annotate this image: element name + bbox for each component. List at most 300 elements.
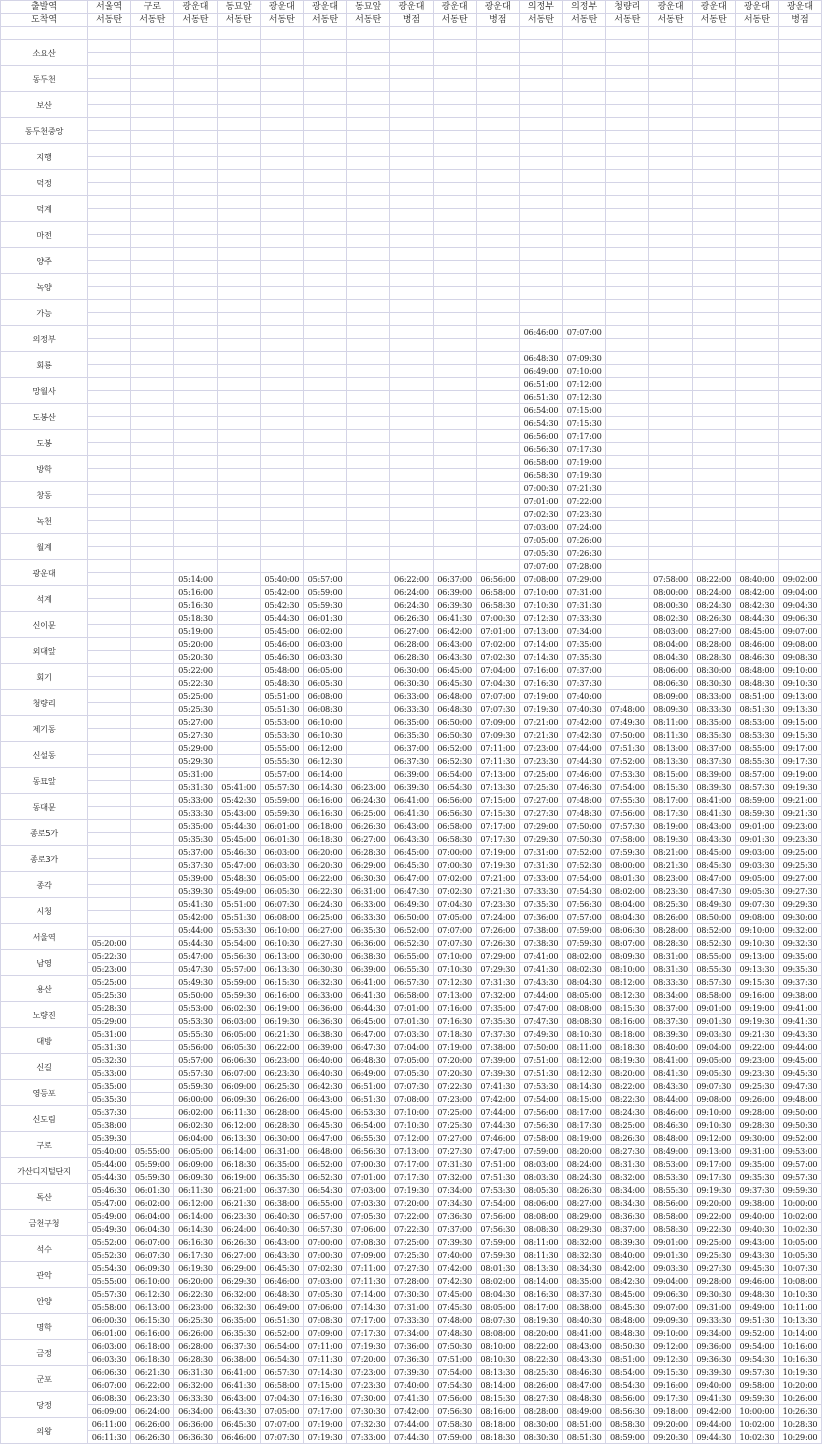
time-cell [606,677,649,690]
time-cell: 07:59:00 [476,1236,519,1249]
time-cell: 08:39:00 [692,768,735,781]
time-cell [88,248,131,261]
time-cell [260,534,303,547]
time-cell: 07:07:30 [433,937,476,950]
time-cell: 09:05:00 [735,872,778,885]
time-cell: 09:08:00 [779,638,822,651]
time-cell: 09:50:30 [779,1119,822,1132]
time-cell [390,261,433,274]
time-cell: 06:45:30 [217,1418,260,1431]
time-cell: 05:49:30 [88,1223,131,1236]
time-cell: 06:26:30 [131,1431,174,1444]
time-cell: 08:09:30 [649,703,692,716]
time-cell [88,872,131,885]
time-cell [519,131,562,144]
time-cell: 06:14:00 [303,768,346,781]
time-cell: 08:28:00 [692,638,735,651]
time-cell: 09:41:30 [779,1015,822,1028]
departure-station-header: 광운대 [433,1,476,14]
time-cell: 07:50:30 [563,833,606,846]
time-cell: 07:35:00 [476,1002,519,1015]
time-cell: 07:19:00 [476,846,519,859]
time-cell: 06:09:30 [174,1171,217,1184]
time-cell [131,820,174,833]
time-cell: 06:29:00 [347,859,390,872]
station-row [1,300,822,313]
time-cell: 07:30:00 [347,1392,390,1405]
time-cell: 08:28:00 [649,924,692,937]
time-cell: 07:39:30 [390,1366,433,1379]
time-cell [347,53,390,66]
time-cell [433,521,476,534]
time-cell [476,79,519,92]
time-cell: 07:31:30 [563,599,606,612]
time-cell: 07:11:30 [347,1275,390,1288]
time-cell [735,300,778,313]
station-name: 망월사 [1,378,88,404]
time-cell: 09:36:30 [692,1353,735,1366]
time-cell [606,300,649,313]
time-cell: 06:29:30 [217,1275,260,1288]
time-cell: 09:23:30 [735,1067,778,1080]
time-cell: 06:35:30 [390,729,433,742]
time-cell: 05:31:00 [174,768,217,781]
time-cell: 06:46:00 [519,326,562,339]
time-cell [347,703,390,716]
time-cell: 08:53:30 [735,729,778,742]
time-cell: 08:25:30 [519,1366,562,1379]
time-cell: 09:17:30 [649,1392,692,1405]
time-cell: 06:21:00 [217,1184,260,1197]
time-cell [433,235,476,248]
time-cell: 06:08:30 [88,1392,131,1405]
station-row [1,859,822,872]
time-cell [347,66,390,79]
time-cell: 07:42:00 [476,1093,519,1106]
time-cell: 08:08:00 [519,1210,562,1223]
time-cell [390,404,433,417]
time-cell: 05:29:00 [88,1015,131,1028]
time-cell [88,157,131,170]
time-cell [779,79,822,92]
time-cell: 05:55:00 [131,1145,174,1158]
station-row [1,1015,822,1028]
time-cell [131,872,174,885]
time-cell: 08:47:00 [692,872,735,885]
time-cell [606,456,649,469]
time-cell: 08:28:00 [519,1405,562,1418]
time-cell [735,196,778,209]
time-cell [476,417,519,430]
time-cell [131,326,174,339]
time-cell: 07:02:00 [433,872,476,885]
time-cell: 08:48:30 [735,677,778,690]
time-cell [303,352,346,365]
departure-station-header: 의정부 [563,1,606,14]
time-cell: 06:05:30 [303,677,346,690]
time-cell: 09:13:00 [735,950,778,963]
time-cell: 07:27:00 [519,794,562,807]
time-cell: 09:59:30 [779,1184,822,1197]
time-cell: 07:03:30 [390,1028,433,1041]
time-cell: 09:01:30 [692,1015,735,1028]
time-cell: 07:02:30 [519,508,562,521]
station-name: 창동 [1,482,88,508]
time-cell: 06:45:00 [390,846,433,859]
time-cell [779,378,822,391]
time-cell: 05:41:00 [217,781,260,794]
station-row [1,469,822,482]
destination-station-header: 서동탄 [260,14,303,27]
station-row [1,482,822,495]
time-cell: 06:00:00 [174,1093,217,1106]
time-cell: 06:52:30 [303,1171,346,1184]
time-cell [606,612,649,625]
time-cell: 09:49:00 [735,1301,778,1314]
departure-station-header: 구로 [131,1,174,14]
station-row [1,1132,822,1145]
station-row [1,1054,822,1067]
time-cell: 06:52:00 [390,924,433,937]
time-cell: 06:36:00 [303,1002,346,1015]
time-cell [131,521,174,534]
time-cell: 09:04:00 [692,1041,735,1054]
time-cell: 06:33:30 [174,1392,217,1405]
time-cell [692,144,735,157]
time-cell [131,924,174,937]
time-cell: 07:23:30 [519,755,562,768]
time-cell: 09:23:00 [735,1054,778,1067]
time-cell: 07:21:00 [519,716,562,729]
time-cell [519,313,562,326]
time-cell: 07:44:00 [563,742,606,755]
time-cell: 07:30:30 [390,1288,433,1301]
time-cell: 05:35:30 [88,1093,131,1106]
time-cell [649,417,692,430]
time-cell: 06:30:30 [303,963,346,976]
time-cell: 06:15:30 [260,976,303,989]
time-cell [217,365,260,378]
time-cell: 06:52:00 [433,742,476,755]
time-cell [563,222,606,235]
time-cell: 07:23:30 [563,508,606,521]
time-cell: 06:24:30 [347,794,390,807]
time-cell [131,365,174,378]
time-cell [779,547,822,560]
time-cell: 07:27:00 [433,1132,476,1145]
time-cell: 07:12:30 [519,612,562,625]
time-cell: 08:48:30 [563,1392,606,1405]
time-cell: 09:21:30 [779,807,822,820]
time-cell: 05:19:00 [174,625,217,638]
time-cell: 07:02:30 [433,885,476,898]
time-cell: 07:21:30 [563,482,606,495]
time-cell: 05:44:00 [174,924,217,937]
time-cell [88,404,131,417]
time-cell [174,40,217,53]
time-cell [217,664,260,677]
time-cell [390,79,433,92]
time-cell: 06:48:00 [303,1145,346,1158]
time-cell: 09:32:30 [779,937,822,950]
time-cell: 07:01:00 [519,495,562,508]
time-cell: 06:25:00 [303,911,346,924]
time-cell [131,157,174,170]
time-cell [606,586,649,599]
time-cell [88,378,131,391]
station-row [1,820,822,833]
station-row [1,404,822,417]
time-cell [779,170,822,183]
time-cell: 06:43:00 [433,638,476,651]
time-cell [735,456,778,469]
time-cell [519,261,562,274]
time-cell [692,105,735,118]
time-cell: 09:15:30 [779,729,822,742]
time-cell: 07:00:30 [347,1158,390,1171]
time-cell: 09:42:00 [692,1405,735,1418]
time-cell: 08:54:30 [606,1379,649,1392]
time-cell [131,716,174,729]
time-cell: 06:10:30 [260,937,303,950]
time-cell [260,170,303,183]
time-cell: 07:40:00 [433,1249,476,1262]
time-cell: 06:40:00 [303,1054,346,1067]
time-cell [519,287,562,300]
time-cell: 06:32:00 [217,1288,260,1301]
time-cell [476,378,519,391]
time-cell [606,495,649,508]
time-cell: 05:51:00 [217,898,260,911]
time-cell [347,625,390,638]
time-cell [735,235,778,248]
time-cell: 09:28:00 [735,1106,778,1119]
time-cell: 07:17:30 [390,1171,433,1184]
time-cell: 10:16:30 [779,1353,822,1366]
time-cell: 08:46:00 [735,638,778,651]
time-cell: 07:25:30 [433,1119,476,1132]
time-cell: 06:03:00 [260,846,303,859]
time-cell: 08:22:00 [692,573,735,586]
time-cell: 07:54:00 [433,1366,476,1379]
time-cell: 05:35:30 [174,833,217,846]
time-cell: 07:51:30 [519,1067,562,1080]
time-cell: 06:39:30 [433,599,476,612]
time-cell [606,105,649,118]
time-cell [692,131,735,144]
time-cell: 05:39:30 [88,1132,131,1145]
time-cell [390,521,433,534]
station-row [1,118,822,131]
time-cell: 09:06:30 [649,1288,692,1301]
time-cell: 08:47:00 [563,1379,606,1392]
time-cell: 07:37:00 [433,1223,476,1236]
time-cell: 09:20:30 [649,1431,692,1444]
time-cell: 07:38:30 [519,937,562,950]
time-cell: 05:40:00 [88,1145,131,1158]
time-cell [735,495,778,508]
time-cell: 08:13:30 [649,755,692,768]
time-cell [174,352,217,365]
time-cell [88,469,131,482]
station-name: 영등포 [1,1080,88,1106]
time-cell [88,638,131,651]
time-cell: 07:08:00 [519,573,562,586]
time-cell [692,326,735,339]
time-cell: 07:37:30 [563,677,606,690]
time-cell: 09:03:30 [735,859,778,872]
time-cell [174,521,217,534]
time-cell: 08:57:30 [692,976,735,989]
time-cell: 07:11:00 [476,742,519,755]
time-cell [779,235,822,248]
time-cell [519,222,562,235]
time-cell: 06:12:00 [303,742,346,755]
time-cell: 08:28:30 [692,651,735,664]
time-cell: 06:03:30 [88,1353,131,1366]
time-cell: 06:01:00 [88,1327,131,1340]
time-cell [692,560,735,573]
time-cell: 06:07:30 [131,1249,174,1262]
time-cell [347,677,390,690]
time-cell: 08:17:00 [519,1301,562,1314]
time-cell: 08:12:30 [606,989,649,1002]
time-cell [174,235,217,248]
time-cell: 09:54:30 [735,1353,778,1366]
destination-station-header: 서동탄 [735,14,778,27]
time-cell: 06:00:30 [88,1314,131,1327]
time-cell [217,690,260,703]
time-cell: 06:54:30 [303,1184,346,1197]
time-cell [519,66,562,79]
time-cell: 06:52:00 [303,1158,346,1171]
time-cell [303,40,346,53]
time-cell [779,131,822,144]
time-cell: 09:48:30 [735,1288,778,1301]
station-row [1,261,822,274]
time-cell: 06:28:00 [390,638,433,651]
time-cell [174,508,217,521]
time-cell: 06:05:30 [260,885,303,898]
time-cell: 07:07:30 [260,1431,303,1444]
time-cell: 06:10:00 [260,924,303,937]
departure-station-header: 서울역 [88,1,131,14]
station-row [1,703,822,716]
time-cell [131,1080,174,1093]
station-row [1,66,822,79]
time-cell: 09:23:00 [779,820,822,833]
time-cell [476,430,519,443]
station-row [1,599,822,612]
time-cell [692,391,735,404]
time-cell [303,235,346,248]
station-name: 가산디지털단지 [1,1158,88,1184]
time-cell [131,430,174,443]
time-cell [88,365,131,378]
time-cell: 07:44:00 [476,1106,519,1119]
time-cell [476,40,519,53]
time-cell: 07:23:30 [476,898,519,911]
time-cell: 07:42:30 [563,729,606,742]
time-cell [347,508,390,521]
time-cell [563,53,606,66]
time-cell: 08:55:30 [735,755,778,768]
time-cell [174,365,217,378]
time-cell [649,144,692,157]
time-cell [606,508,649,521]
time-cell [88,885,131,898]
time-cell: 07:19:30 [519,703,562,716]
time-cell [88,495,131,508]
time-cell [390,443,433,456]
time-cell [390,222,433,235]
station-name: 신이문 [1,612,88,638]
time-cell: 05:56:30 [217,950,260,963]
time-cell: 07:54:00 [563,872,606,885]
time-cell [390,170,433,183]
time-cell: 09:57:00 [779,1158,822,1171]
time-cell [131,53,174,66]
time-cell [563,92,606,105]
time-cell: 07:44:30 [390,1431,433,1444]
time-cell: 06:41:30 [347,989,390,1002]
station-row [1,92,822,105]
time-cell: 09:57:30 [779,1171,822,1184]
time-cell: 05:44:00 [88,1158,131,1171]
time-cell: 09:57:30 [735,1366,778,1379]
time-cell [476,508,519,521]
station-name: 덕정 [1,170,88,196]
station-name: 제기동 [1,716,88,742]
time-cell: 08:08:30 [519,1223,562,1236]
time-cell: 07:36:00 [519,911,562,924]
time-cell: 06:23:30 [217,1210,260,1223]
time-cell: 05:44:30 [217,820,260,833]
time-cell: 08:06:00 [519,1197,562,1210]
time-cell [303,456,346,469]
station-row [1,1418,822,1431]
station-row [1,1379,822,1392]
time-cell [88,820,131,833]
time-cell: 07:56:30 [433,1405,476,1418]
time-cell: 05:59:00 [303,586,346,599]
time-cell: 05:20:30 [174,651,217,664]
time-cell [131,703,174,716]
time-cell [88,924,131,937]
time-cell: 06:06:30 [217,1054,260,1067]
time-cell [563,235,606,248]
time-cell: 08:46:30 [649,1119,692,1132]
time-cell: 06:30:30 [347,872,390,885]
time-cell: 05:52:30 [88,1249,131,1262]
time-cell: 05:55:00 [260,742,303,755]
time-cell: 07:41:30 [476,1080,519,1093]
time-cell: 08:18:30 [606,1041,649,1054]
time-cell: 06:27:00 [390,625,433,638]
time-cell: 07:54:30 [563,885,606,898]
time-cell [131,599,174,612]
time-cell [692,287,735,300]
time-cell [347,248,390,261]
time-cell: 08:26:00 [519,1379,562,1392]
station-row [1,560,822,573]
time-cell: 06:54:00 [347,1119,390,1132]
time-cell [88,183,131,196]
station-row [1,339,822,352]
time-cell: 05:32:30 [88,1054,131,1067]
time-cell: 08:45:00 [735,625,778,638]
time-cell: 05:47:30 [174,963,217,976]
